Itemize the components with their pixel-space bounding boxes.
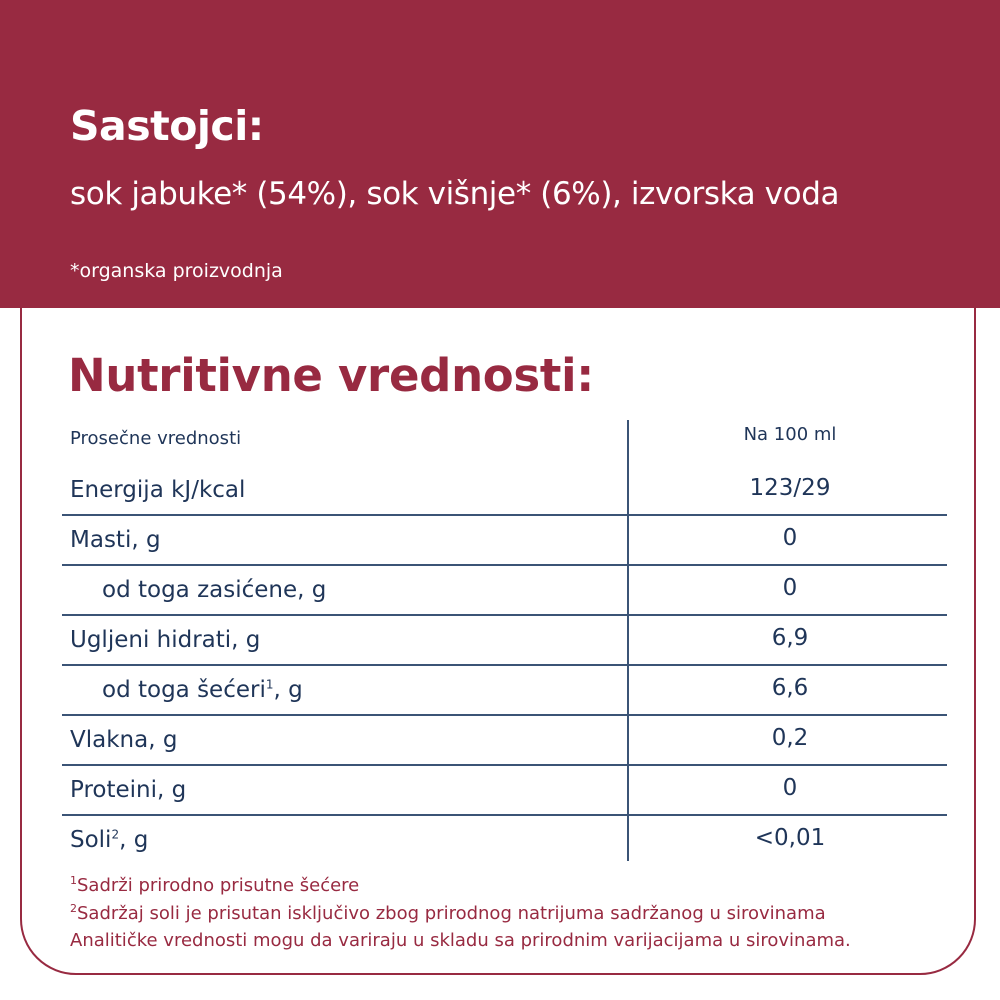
table-row: [62, 515, 947, 566]
ingredients-note: *organska proizvodnja: [70, 260, 283, 282]
footnote-analytical: Analitičke vrednosti mogu da variraju u skladu sa prirodnim varijacijama u sirovinama.: [70, 930, 851, 951]
row-value: 6,9: [771, 625, 809, 651]
footnote-1: $^1$Sadrži prirodno prisutne šećere: [70, 874, 360, 896]
row-label: Masti, g: [70, 527, 161, 553]
row-value: <0,01: [754, 825, 826, 851]
row-label: od toga zasićene, g: [102, 577, 327, 603]
row-value: 6,6: [771, 675, 809, 701]
row-label: Ugljeni hidrati, g: [70, 627, 261, 653]
table-header-label: Prosečne vrednosti: [70, 428, 242, 449]
row-value: 123/29: [749, 475, 831, 501]
footnote-marker: 1: [265, 677, 274, 692]
row-label: Soli$^2$, g: [70, 827, 149, 853]
footnote-2: $^2$Sadržaj soli je prisutan isključivo zbog prirodnog natrijuma sadržanog u sirovinama: [70, 902, 826, 924]
table-row: [62, 815, 947, 864]
table-row: [62, 465, 947, 516]
footnote-marker: 2: [111, 827, 120, 842]
table-row: [62, 565, 947, 616]
table-row: [62, 765, 947, 816]
row-value: 0: [782, 525, 798, 551]
table-header-value: Na 100 ml: [743, 424, 837, 445]
table-row: [62, 615, 947, 666]
row-value: 0: [782, 775, 798, 801]
table-row: [62, 715, 947, 766]
row-value: 0,2: [771, 725, 809, 751]
ingredients-title: Sastojci:: [70, 102, 264, 150]
nutrition-title: Nutritivne vrednosti:: [68, 349, 594, 402]
row-label: Vlakna, g: [70, 727, 178, 753]
row-label: Proteini, g: [70, 777, 187, 803]
row-value: 0: [782, 575, 798, 601]
table-row: [62, 665, 947, 716]
row-label: Energija kJ/kcal: [70, 477, 246, 503]
row-label: od toga šećeri$^1$, g: [102, 677, 303, 703]
ingredients-text: sok jabuke* (54%), sok višnje* (6%), izvorska voda: [70, 176, 840, 212]
